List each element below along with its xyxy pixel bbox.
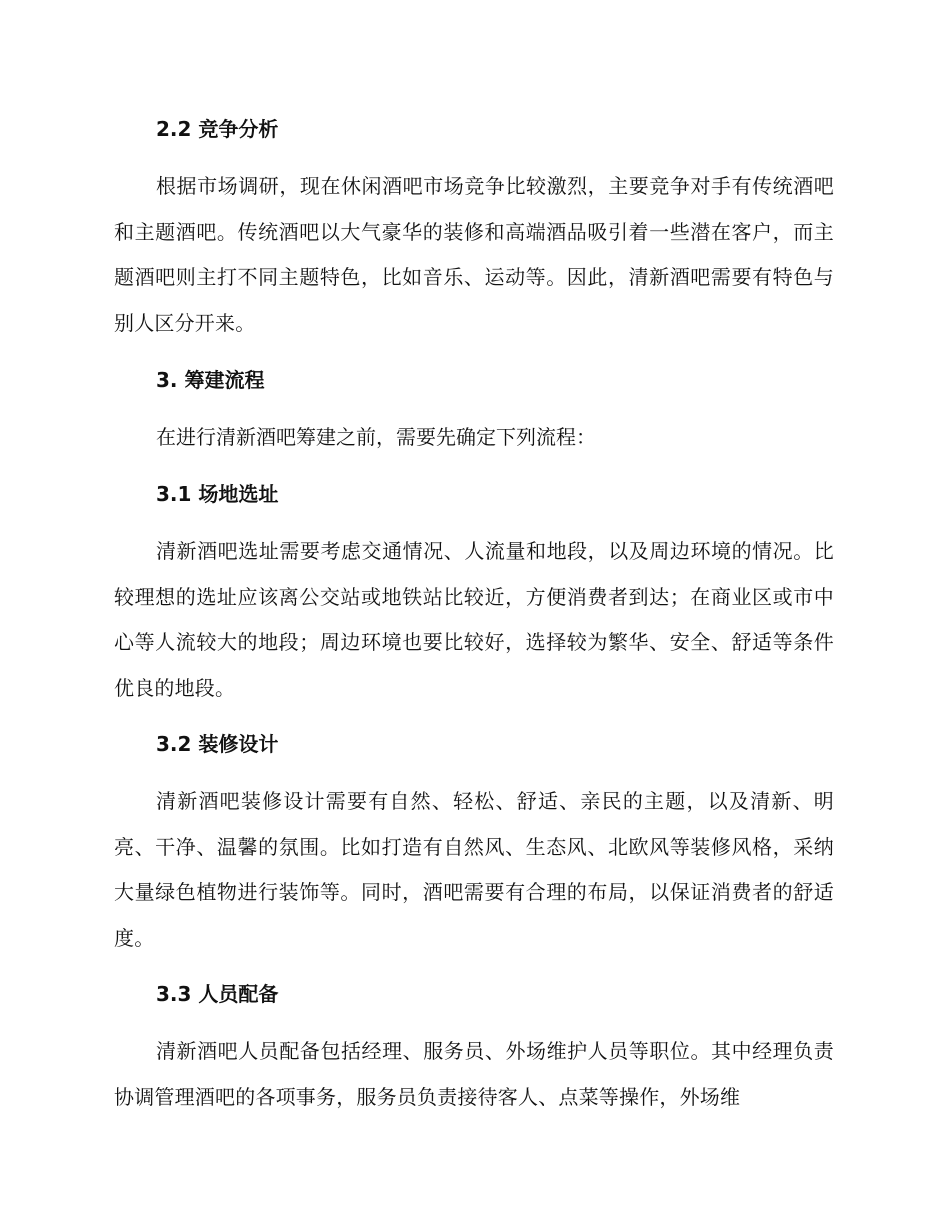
section-heading-3-3: 3.3 人员配备 [156, 982, 279, 1006]
paragraph-decoration-design: 清新酒吧装修设计需要有自然、轻松、舒适、亲民的主题，以及清新、明亮、干净、温馨的氛围。比如打造有自然风、生态风、北欧风等装修风格，采纳大量绿色植物进行装饰等。同时，酒吧需要有合理的布局，以保证消费者的舒适度。 [114, 789, 834, 950]
paragraph-site-selection: 清新酒吧选址需要考虑交通情况、人流量和地段，以及周边环境的情况。比较理想的选址应该离公交站或地铁站比较近，方便消费者到达；在商业区或市中心等人流较大的地段；周边环境也要比较好，选择较为繁华、安全、舒适等条件优良的地段。 [114, 539, 834, 700]
paragraph-process-intro: 在进行清新酒吧筹建之前，需要先确定下列流程： [156, 425, 596, 449]
paragraph-competition-analysis: 根据市场调研，现在休闲酒吧市场竞争比较激烈，主要竞争对手有传统酒吧和主题酒吧。传统酒吧以大气豪华的装修和高端酒品吸引着一些潜在客户，而主题酒吧则主打不同主题特色，比如音乐、运动等。因此，清新酒吧需要有特色与别人区分开来。 [114, 174, 834, 335]
section-heading-2-2: 2.2 竞争分析 [156, 117, 279, 141]
paragraph-staffing: 清新酒吧人员配备包括经理、服务员、外场维护人员等职位。其中经理负责协调管理酒吧的各项事务，服务员负责接待客人、点菜等操作，外场维 [114, 1039, 834, 1109]
section-heading-3-2: 3.2 装修设计 [156, 732, 279, 756]
section-heading-3: 3. 筹建流程 [156, 368, 265, 392]
section-heading-3-1: 3.1 场地选址 [156, 482, 279, 506]
